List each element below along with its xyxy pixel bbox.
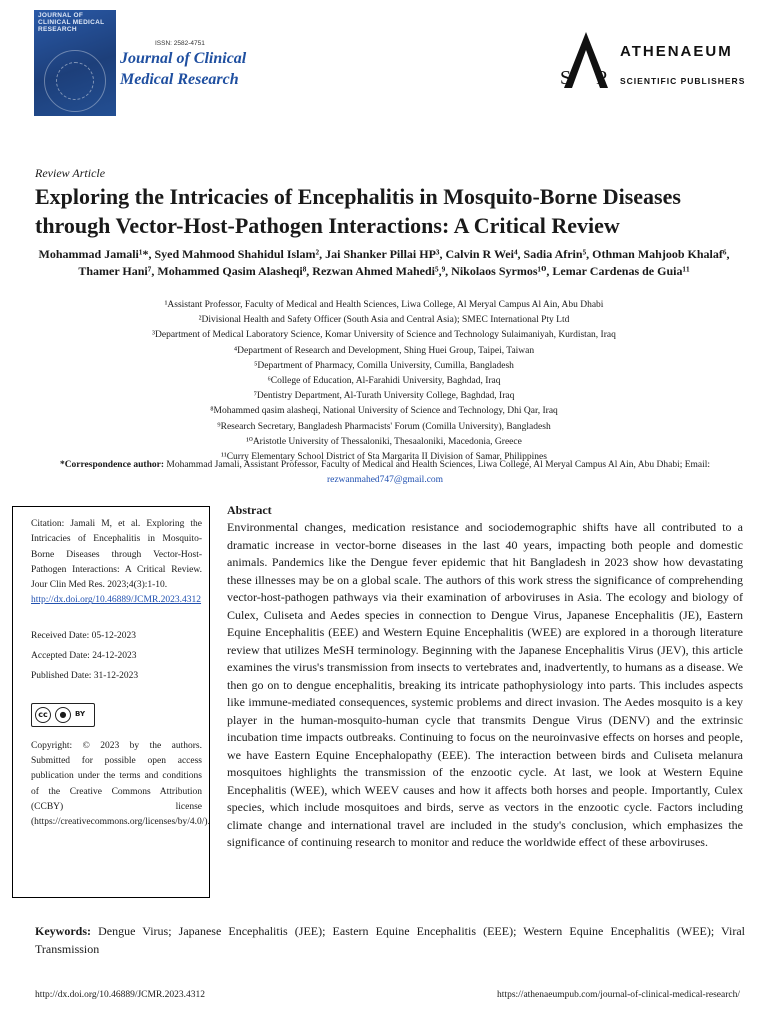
keywords — [35, 922, 745, 958]
keywords-text: Dengue Virus; Japanese Encephalitis (JEE); Eastern Equine Encephalitis (EEE); Western Equine Encephalitis (WEE); Viral Transmission — [35, 924, 745, 956]
athenaeum-logo-icon — [556, 30, 616, 90]
citation-text: Citation: Jamali M, et al. Exploring the Intricacies of Encephalitis in Mosquito-Borne Diseases through Vector-Host-Pathogen Interactions: A Critical Review. Jour Clin Med Res. 2023;4(3):1-10. — [31, 519, 202, 591]
issn: ISSN: 2582-4751 — [155, 40, 205, 47]
journal-title: Journal of Clinical Medical Research — [120, 50, 247, 88]
affiliations — [34, 298, 734, 465]
abstract-heading: Abstract — [227, 503, 272, 517]
correspondence-label: *Correspondence author: — [59, 460, 164, 470]
affiliation: ³Department of Medical Laboratory Science, Komar University of Science and Technology Sulaimaniyah, Kurdistan, Iraq — [152, 330, 616, 341]
svg-text:S: S — [560, 67, 572, 89]
affiliation: ⁶College of Education, Al-Farahidi University, Baghdad, Iraq — [267, 376, 501, 387]
correspondence-email-link[interactable]: rezwanmahed747@gmail.com — [326, 475, 444, 485]
article-title: Exploring the Intricacies of Encephalitis in Mosquito-Borne Diseases through Vector-Host-Pathogen Interactions: A Critical Review — [35, 184, 681, 238]
publisher-subtitle: SCIENTIFIC PUBLISHERS — [620, 76, 746, 86]
published-date: Published Date: 31-12-2023 — [31, 671, 139, 682]
affiliation: ⁵Department of Pharmacy, Comilla University, Cumilla, Bangladesh — [254, 360, 514, 371]
author-list: Mohammad Jamali¹*, Syed Mahmood Shahidul Islam², Jai Shanker Pillai HP³, Calvin R Wei⁴, Sadia Afrin⁵, Othman Mahjoob Khalaf⁶, Thamer Hani⁷, Mohammed Qasim Alasheqi⁸, Rezwan Ahmed Mahedi⁵,⁹, Nikolaos Syrmos¹⁰, Lemar Cardenas de Guia¹¹ — [38, 247, 730, 278]
copyright-text: Copyright: © 2023 by the authors. Submitted for possible open access publication under the terms and conditions of the Creative Commons Attribution (CCBY) license (https://creativecommons.org/licenses/by/4.0/). — [31, 740, 210, 828]
cover-title: JOURNAL OF CLINICAL MEDICAL RESEARCH — [38, 12, 105, 33]
journal-cover-image — [34, 10, 116, 116]
cc-by-license-icon — [31, 703, 95, 727]
citation-box — [12, 506, 210, 898]
doi-link[interactable]: http://dx.doi.org/10.46889/JCMR.2023.4312 — [31, 595, 202, 606]
affiliation: ⁷Dentistry Department, Al-Turath University College, Baghdad, Iraq — [253, 391, 515, 402]
correspondence-text: Mohammad Jamali, Assistant Professor, Faculty of Medical and Health Sciences, Liwa College, Al Meryal Campus Al Ain, Abu Dhabi; Email: — [164, 460, 711, 470]
keywords-label: Keywords: — [35, 924, 91, 938]
affiliation: ⁹Research Secretary, Bangladesh Pharmacists' Forum (Comilla University), Bangladesh — [217, 421, 551, 432]
affiliation: ⁸Mohammed qasim alasheqi, National University of Science and Technology, Dhi Qar, Iraq — [210, 406, 558, 417]
affiliation: ⁴Department of Research and Development, Shing Huei Group, Taipei, Taiwan — [233, 345, 535, 356]
footer-doi-link[interactable]: http://dx.doi.org/10.46889/JCMR.2023.4312 — [35, 990, 206, 1000]
footer-journal-link[interactable]: https://athenaeumpub.com/journal-of-clinical-medical-research/ — [497, 990, 740, 1000]
received-date: Received Date: 05-12-2023 — [31, 630, 136, 641]
svg-text:P: P — [596, 67, 608, 89]
abstract-text: Environmental changes, medication resistance and sociodemographic shifts have all contributed to a dramatic increase in vector-borne diseases in the last 40 years, impacting both people and domestic animals. Pandemics like the Dengue fever epidemic that hit Bangladesh in 2023 show how devastating these illnesses may be on a global scale. The authors of this work stress the significance of comprehending vector-host-pathogen pathways via their examination of arboviruses in Asia. The ecology and biology of Culex, Culiseta and Aedes species in connection to Dengue Virus, Japanese Encephalitis (JE), Eastern Equine Encephalitis (EEE) and Western Equine Encephalitis (WEE) are explored in a thorough literature review that utilizes MeSH terminology. Beginning with the Japanese Encephalitis Virus (JEV), this article examines the virus's transmission from insects to vertebrates and, inadvertently, to humans as a disease. We then go on to dengue encephalitis, breaking its intricate pathophysiology into parts. This includes aspects like immune-mediated consequences, systemic problems and direct invasion. The Aedes mosquito is a key player in the human-mosquito-human cycle that transmits Dengue Virus (DENV) and the extrinsic incubation time impacts outbreaks. Continuing to focus on the neuroinvasive effects on horses and people, we have Eastern Equine Encephalopathy (EEE). The interaction between birds and Culiseta melanura mosquitoes highlights the transmission of the enzootic cycle. At last, we look at Western Equine Encephalitis (WEE), which WEEV causes and how it affects both horses and people. Importantly, Culex species, which include mosquitoes and birds, serve as vectors in the enzootic cycle. Factors including climate change and international travel are included in the study's conclusion, which emphasizes the significance of continuing research to monitor and reduce the worldwide effect of these arboviruses. — [227, 520, 743, 849]
cc-icon: cc — [35, 707, 51, 723]
accepted-date: Accepted Date: 24-12-2023 — [31, 651, 137, 662]
cc-by-label: BY — [75, 710, 86, 719]
article-type: Review Article — [35, 166, 106, 180]
person-icon: ● — [55, 707, 71, 723]
affiliation: ¹¹Curry Elementary School District of Sta Margarita II Division of Samar, Philippines — [221, 452, 547, 463]
correspondence — [40, 458, 730, 488]
publisher-name: ATHENAEUM — [620, 43, 733, 60]
affiliation: ¹Assistant Professor, Faculty of Medical and Health Sciences, Liwa College, Al Meryal Campus Al Ain, Abu Dhabi — [164, 300, 604, 310]
affiliation: ²Divisional Health and Safety Officer (South Asia and Central Asia); SMEC International Pty Ltd — [198, 315, 570, 326]
dates — [31, 629, 202, 685]
affiliation: ¹⁰Aristotle University of Thessaloniki, Thesaaloniki, Macedonia, Greece — [246, 436, 522, 447]
